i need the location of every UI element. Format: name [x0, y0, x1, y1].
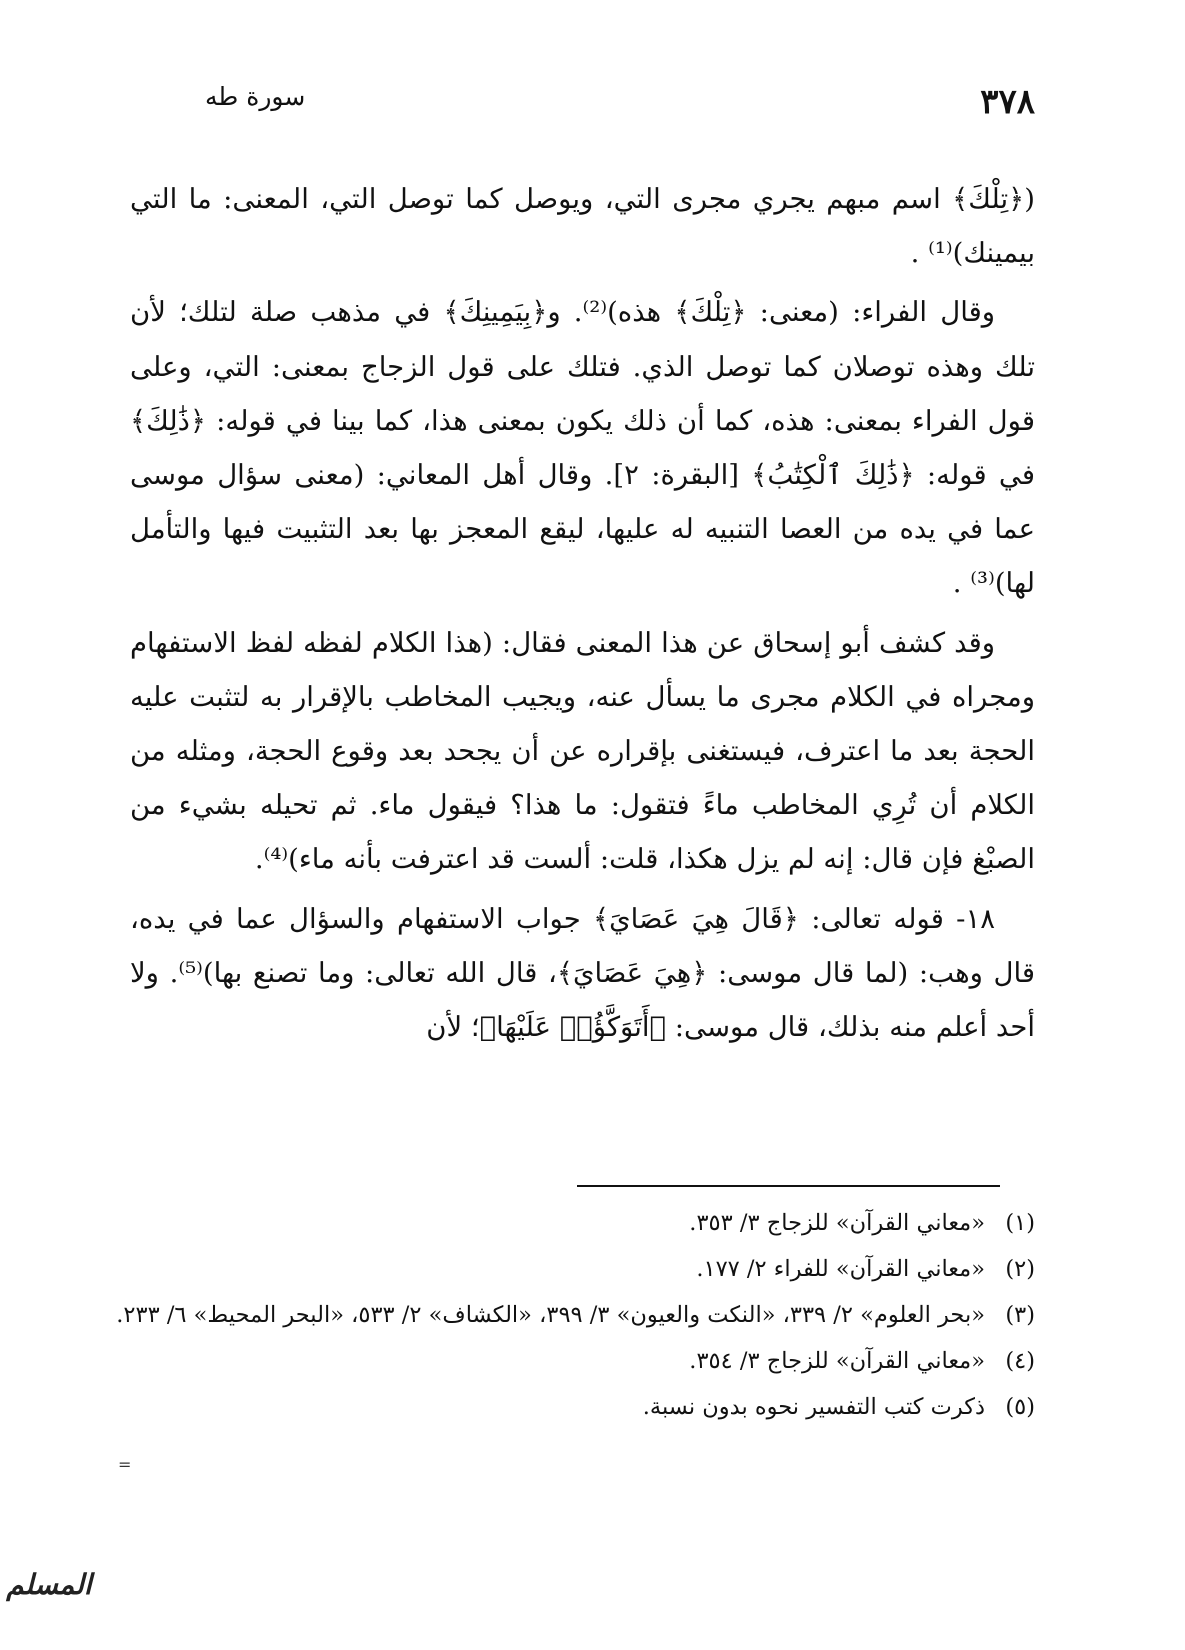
footnote: [15, 1200, 1035, 1246]
footnote-text: «بحر العلوم» ٢/ ٣٣٩، «النكت والعيون» ٣/ ٣٩٩، «الكشاف» ٢/ ٥٣٣، «البحر المحيط» ٦/ ٢٣٣.: [116, 1302, 985, 1328]
paragraph: وقد كشف أبو إسحاق عن هذا المعنى فقال: (هذا الكلام لفظه لفظ الاستفهام ومجراه في الكلام مجرى ما يسأل عنه، ويجيب المخاطب بالإقرار به لتثبت عليه الحجة بعد ما اعترف، فيستغنى بإقراره عن أن يجحد بعد وقوع الحجة، ومثله من الكلام أن تُرِي المخاطب ماءً فتقول: ما هذا؟ فيقول ماء. ثم تحيله بشيء من الصبْغ فإن قال: إنه لم يزل هكذا، قلت: ألست قد اعترفت بأنه ماء)⁽⁴⁾.: [130, 626, 1035, 876]
footnote: [15, 1246, 1035, 1292]
running-title: سورة طه: [205, 82, 306, 111]
main-text: [130, 172, 1035, 1059]
footnotes: [15, 1200, 1035, 1430]
paragraph: وقال الفراء: (معنى: ﴿تِلْكَ﴾ هذه)⁽²⁾. و﴿بِيَمِينِكَ﴾ في مذهب صلة لتلك؛ لأن تلك وهذه توصلان كما توصل الذي. فتلك على قول الزجاج بمعنى: التي، وعلى قول الفراء بمعنى: هذه، كما أن ذلك يكون بمعنى هذا، كما بينا في قوله: ﴿ذَٰلِكَ﴾ في قوله: ﴿ذَٰلِكَ ٱلْكِتَٰبُ﴾ [البقرة: ٢]. وقال أهل المعاني: (معنى سؤال موسى عما في يده من العصا التنبيه له عليها، ليقع المعجز بها بعد التثبيت فيها والتأمل لها)⁽³⁾ .: [130, 296, 1036, 600]
page-number: ٣٧٨: [980, 82, 1035, 122]
footnote-text: «معاني القرآن» للفراء ٢/ ١٧٧.: [696, 1256, 985, 1282]
footnote-divider: [577, 1185, 1000, 1187]
footnote-number: (٢): [1005, 1256, 1035, 1282]
footnote: [15, 1384, 1035, 1430]
footnote-number: (٤): [1005, 1348, 1035, 1374]
paragraph: ١٨- قوله تعالى: ﴿قَالَ هِيَ عَصَايَ﴾ جواب الاستفهام والسؤال عما في يده، قال وهب: (لما قال موسى: ﴿هِيَ عَصَايَ﴾، قال الله تعالى: وما تصنع بها)⁽⁵⁾. ولا أحد أعلم منه بذلك، قال موسى: ﴿أَتَوَكَّؤُا۟ عَلَيْهَا﴾؛ لأن: [130, 902, 1035, 1044]
footnote-number: (١): [1005, 1210, 1035, 1236]
margin-mark: =: [118, 1455, 132, 1474]
footnote-text: ذكرت كتب التفسير نحوه بدون نسبة.: [642, 1394, 985, 1420]
paragraph: (﴿تِلْكَ﴾ اسم مبهم يجري مجرى التي، ويوصل كما توصل التي، المعنى: ما التي بيمينك)⁽¹⁾ .: [130, 183, 1035, 270]
footnote-text: «معاني القرآن» للزجاج ٣/ ٣٥٣.: [689, 1210, 985, 1236]
footnote-number: (٣): [1005, 1302, 1035, 1328]
footnote: [15, 1292, 1035, 1338]
footnote: [15, 1338, 1035, 1384]
footnote-number: (٥): [1005, 1394, 1035, 1420]
watermark-logo: [6, 1564, 92, 1626]
logo-text: المسلم: [6, 1568, 92, 1601]
footnote-text: «معاني القرآن» للزجاج ٣/ ٣٥٤.: [689, 1348, 985, 1374]
